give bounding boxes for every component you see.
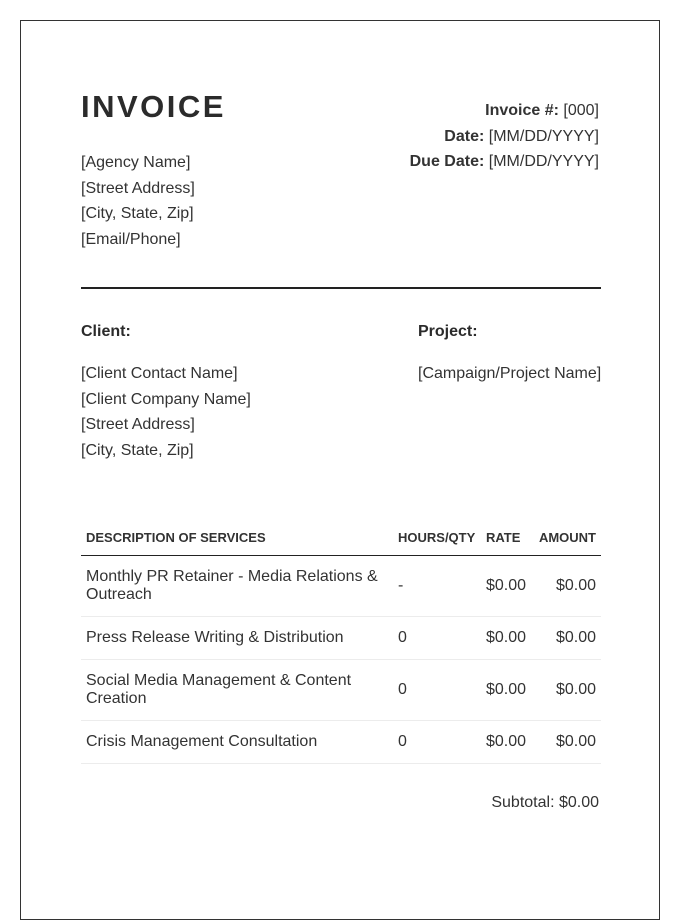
invoice-number-label: Invoice #: <box>485 102 559 119</box>
invoice-title: INVOICE <box>81 89 226 124</box>
header-rate: RATE <box>481 519 531 556</box>
header-amount: AMOUNT <box>531 519 601 556</box>
invoice-date-row <box>410 124 599 150</box>
agency-name: [Agency Name] <box>81 154 191 171</box>
due-date-row <box>410 149 599 175</box>
row-rate: $0.00 <box>481 617 531 660</box>
services-table <box>81 519 601 764</box>
invoice-page <box>20 20 660 920</box>
due-date-label: Due Date: <box>409 153 485 171</box>
invoice-meta <box>410 98 599 175</box>
row-amount: $0.00 <box>531 660 601 721</box>
row-hours: 0 <box>393 617 481 660</box>
project-label: Project: <box>418 323 478 340</box>
due-date-value: [MM/DD/YYYY] <box>488 153 599 171</box>
invoice-number-value: [000] <box>563 102 599 119</box>
row-hours: 0 <box>393 660 481 721</box>
row-description: Press Release Writing & Distribution <box>81 617 393 660</box>
row-rate: $0.00 <box>481 721 531 764</box>
row-amount: $0.00 <box>531 617 601 660</box>
client-city: [City, State, Zip] <box>81 442 194 460</box>
invoice-date-label: Date: <box>444 127 485 145</box>
row-rate: $0.00 <box>481 556 531 617</box>
table-row <box>81 556 601 617</box>
header-hours: HOURS/QTY <box>393 519 481 556</box>
agency-address-block <box>81 150 195 253</box>
invoice-date-value: [MM/DD/YYYY] <box>488 127 599 145</box>
agency-city: [City, State, Zip] <box>81 205 194 223</box>
header-description: DESCRIPTION OF SERVICES <box>81 519 393 556</box>
row-description: Social Media Management & Content Creation <box>81 660 393 721</box>
row-amount: $0.00 <box>531 556 601 617</box>
table-row <box>81 660 601 721</box>
table-row <box>81 617 601 660</box>
row-rate: $0.00 <box>481 660 531 721</box>
header-divider <box>81 287 601 289</box>
client-company-name: [Client Company Name] <box>81 390 251 408</box>
client-street: [Street Address] <box>81 416 195 434</box>
client-contact-name: [Client Contact Name] <box>81 365 238 382</box>
table-row <box>81 721 601 764</box>
row-description: Crisis Management Consultation <box>81 721 393 764</box>
table-header-row <box>81 519 601 556</box>
row-hours: 0 <box>393 721 481 764</box>
client-address-block <box>81 361 251 464</box>
subtotal: Subtotal: $0.00 <box>491 794 599 811</box>
row-hours: - <box>393 556 481 617</box>
invoice-number-row <box>410 98 599 124</box>
agency-street: [Street Address] <box>81 179 195 197</box>
client-label: Client: <box>81 323 131 340</box>
project-name: [Campaign/Project Name] <box>418 365 602 382</box>
row-amount: $0.00 <box>531 721 601 764</box>
agency-contact: [Email/Phone] <box>81 231 181 249</box>
row-description: Monthly PR Retainer - Media Relations & Outreach <box>81 556 393 617</box>
